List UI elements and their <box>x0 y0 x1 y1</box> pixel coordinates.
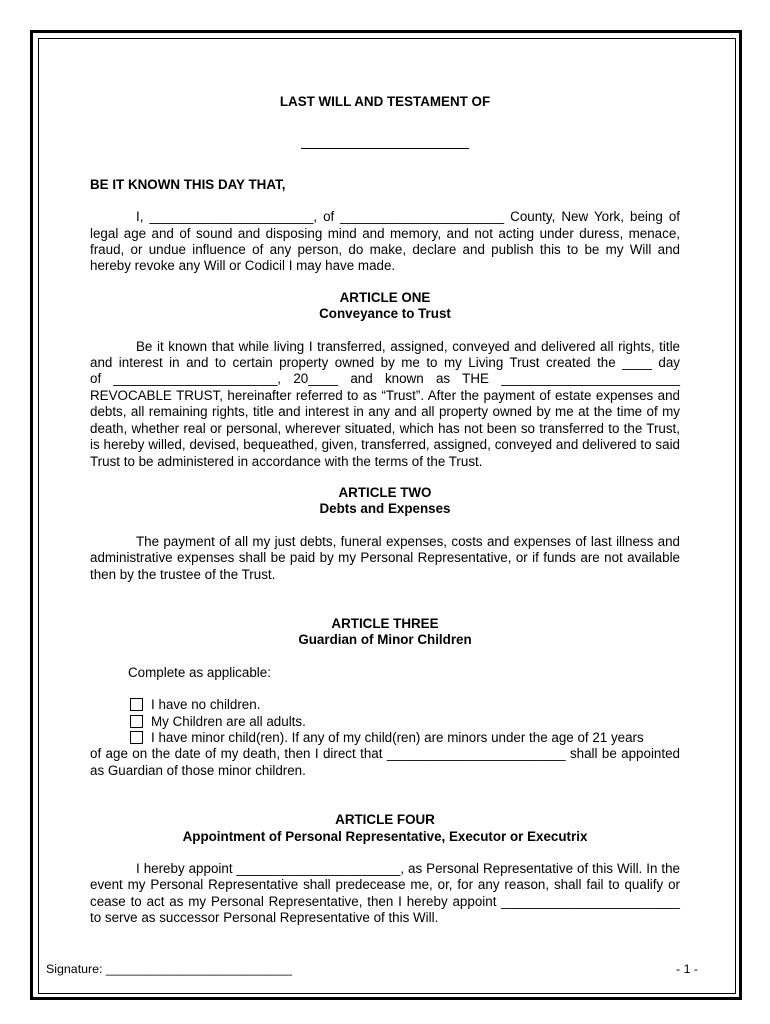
article-one-body: REVOCABLE TRUST, hereinafter referred to as “Trust”. After the payment of estate expenses and debts, all remaining rights, title and interest in any and all property owned by me at the time of my death, whether real or personal, wherever situated, which has not been so transferred to the Trust, is hereby willed, devised, bequeathed, given, transferred, assigned, conveyed and delivered to said Trust to be administered in accordance with the terms of the Trust. <box>90 387 680 469</box>
intro-heading: BE IT KNOWN THIS DAY THAT, <box>90 176 286 192</box>
article-two-body: The payment of all my just debts, funeral expenses, costs and expenses of last illness and administrative expenses shall be paid by my Personal Representative, or if funds are not available then by the trustee of the Trust. <box>90 533 680 582</box>
guardian-options <box>90 697 680 746</box>
article-four <box>90 812 680 926</box>
will-document <box>90 94 680 927</box>
option-no-children <box>90 697 680 713</box>
checkbox-minor-children[interactable] <box>130 731 143 744</box>
option-adult-children <box>90 714 680 730</box>
article-three-number: ARTICLE THREE <box>331 615 439 631</box>
article-three-subtitle: Guardian of Minor Children <box>298 632 472 648</box>
option-minor-children-label: I have minor child(ren). If any of my child(ren) are minors under the age of 21 years <box>151 729 644 745</box>
document-title: LAST WILL AND TESTAMENT OF <box>279 94 491 109</box>
article-four-body: I hereby appoint ______________________, as Personal Representative of this Will. In the event my Personal Representative shall predecease me, or, for any reason, shall fail to qualify or cease to act as my Personal Representative, then I hereby appoint ________________________ to serve as successor Personal Representative of this Will. <box>90 860 680 926</box>
article-three-instruction: Complete as applicable: <box>128 664 271 680</box>
article-one-dateline: of ______________________, 20____ and known as THE ________________________ <box>90 371 680 387</box>
checkbox-adult-children[interactable] <box>130 715 143 728</box>
checkbox-no-children[interactable] <box>130 698 143 711</box>
article-three <box>90 616 680 779</box>
testator-name-field[interactable] <box>301 133 469 149</box>
article-one-number: ARTICLE ONE <box>339 289 431 305</box>
option-no-children-label: I have no children. <box>151 697 261 713</box>
signature-line: Signature: ___________________________ <box>46 962 292 976</box>
article-two-subtitle: Debts and Expenses <box>319 501 451 517</box>
testator-name-line <box>90 132 680 148</box>
page-number: - 1 - <box>676 962 699 976</box>
article-three-continuation: of age on the date of my death, then I direct that ________________________ shall be appointed as Guardian of those minor children. <box>90 746 680 778</box>
article-four-number: ARTICLE FOUR <box>335 812 435 828</box>
intro-paragraph: I, ______________________, of ______________________ County, New York, being of legal age and of sound and disposing mind and memory, and not acting under duress, menace, fraud, or undue influence of any person, do make, declare and publish this to be my Will and hereby revoke any Will or Codicil I may have made. <box>90 209 680 274</box>
article-one <box>90 290 680 470</box>
option-minor-children <box>90 730 680 746</box>
article-one-lead: Be it known that while living I transferred, assigned, conveyed and delivered all rights, title and interest in and to certain property owned by me to my Living Trust created the ____ day <box>90 338 680 371</box>
article-two <box>90 485 680 583</box>
article-four-subtitle: Appointment of Personal Representative, Executor or Executrix <box>182 828 588 844</box>
article-two-number: ARTICLE TWO <box>338 484 432 500</box>
article-one-subtitle: Conveyance to Trust <box>319 306 451 322</box>
option-adult-children-label: My Children are all adults. <box>151 713 306 729</box>
